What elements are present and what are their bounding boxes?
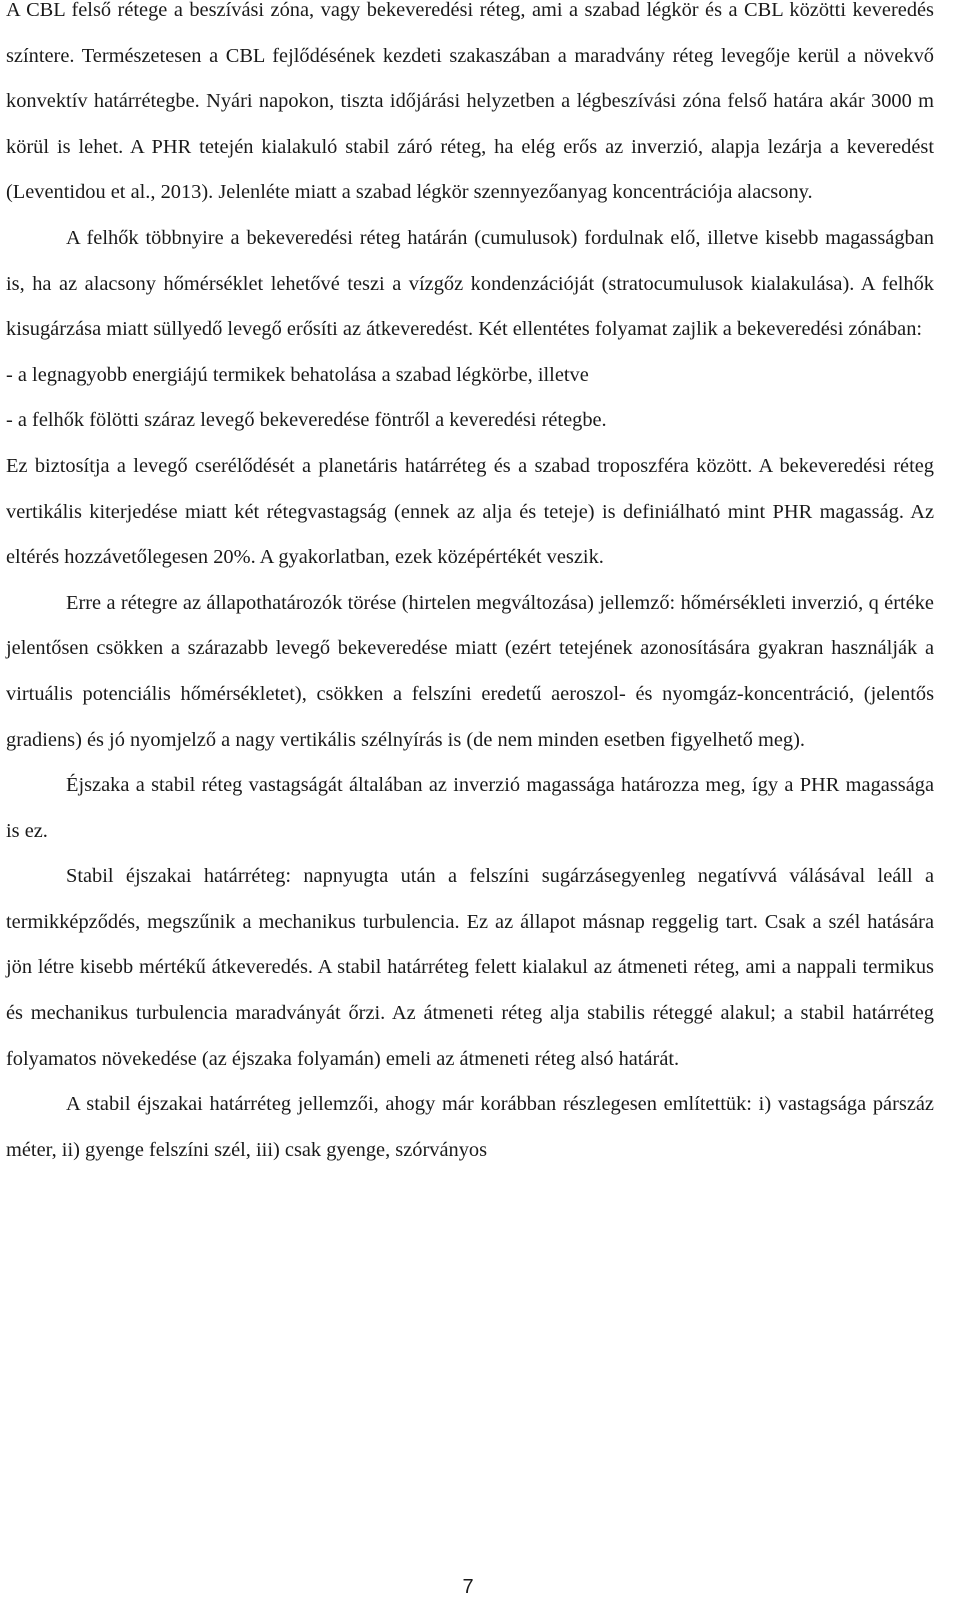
page-number: 7 [462,1576,474,1598]
paragraph-4: Erre a rétegre az állapothatározók törése (hirtelen megváltozása) jellemző: hőmérsékleti inverzió, q értéke jelentősen csökken a szárazabb levegő bekeveredése miatt (ezért tetejének azonosítására gyakran használják a virtuális potenciális hőmérsékletet), csökken a felszíni eredetű aeroszol- és nyomgáz-koncentráció, (jelentős gradiens) és jó nyomjelző a nagy vertikális szélnyírás is (de nem minden esetben figyelhető meg). [6,591,934,751]
paragraph-1: A CBL felső rétege a beszívási zóna, vagy bekeveredési réteg, ami a szabad légkör és a CBL közötti keveredés színtere. Természetesen a CBL fejlődésének kezdeti szakaszában a maradvány réteg levegője kerül a növekvő konvektív határrétegbe. Nyári napokon, tiszta időjárási helyzetben a légbeszívási zóna felső határa akár 3000 m körül is lehet. A PHR tetején kialakuló stabil záró réteg, ha elég erős az inverzió, alapja lezárja a keveredést (Leventidou et al., 2013). Jelenléte miatt a szabad légkör szennyezőanyag koncentrációja alacsony. [6,0,934,204]
dash-item-2: - a felhők fölötti száraz levegő bekeveredése föntről a keveredési rétegbe. [6,409,607,432]
paragraph-7: A stabil éjszakai határréteg jellemzői, ahogy már korábban részlegesen említettük: i) vastagsága párszáz méter, ii) gyenge felszíni szél, iii) csak gyenge, szórványos [6,1093,934,1161]
paragraph-2: A felhők többnyire a bekeveredési réteg határán (cumulusok) fordulnak elő, illetve kisebb magasságban is, ha az alacsony hőmérséklet lehetővé teszi a vízgőz kondenzációját (stratocumulusok kialakulása). A felhők kisugárzása miatt süllyedő levegő erősíti az átkeveredést. Két ellentétes folyamat zajlik a bekeveredési zónában: [6,226,934,341]
body-text [6,0,934,1173]
dash-item-1: - a legnagyobb energiájú termikek behatolása a szabad légkörbe, illetve [6,363,589,386]
paragraph-3: Ez biztosítja a levegő cserélődését a planetáris határréteg és a szabad troposzféra között. A bekeveredési réteg vertikális kiterjedése miatt két rétegvastagság (ennek az alja és teteje) is definiálható mint PHR magasság. Az eltérés hozzávetőlegesen 20%. A gyakorlatban, ezek középértékét veszik. [6,454,934,569]
paragraph-6: Stabil éjszakai határréteg: napnyugta után a felszíni sugárzásegyenleg negatívvá válásával leáll a termikképződés, megszűnik a mechanikus turbulencia. Ez az állapot másnap reggelig tart. Csak a szél hatására jön létre kisebb mértékű átkeveredés. A stabil határréteg felett kialakul az átmeneti réteg, ami a nappali termikus és mechanikus turbulencia maradványát őrzi. Az átmeneti réteg alja stabilis réteggé alakul; a stabil határréteg folyamatos növekedése (az éjszaka folyamán) emeli az átmeneti réteg alsó határát. [6,865,934,1070]
paragraph-5: Éjszaka a stabil réteg vastagságát általában az inverzió magassága határozza meg, így a PHR magassága is ez. [6,774,934,842]
